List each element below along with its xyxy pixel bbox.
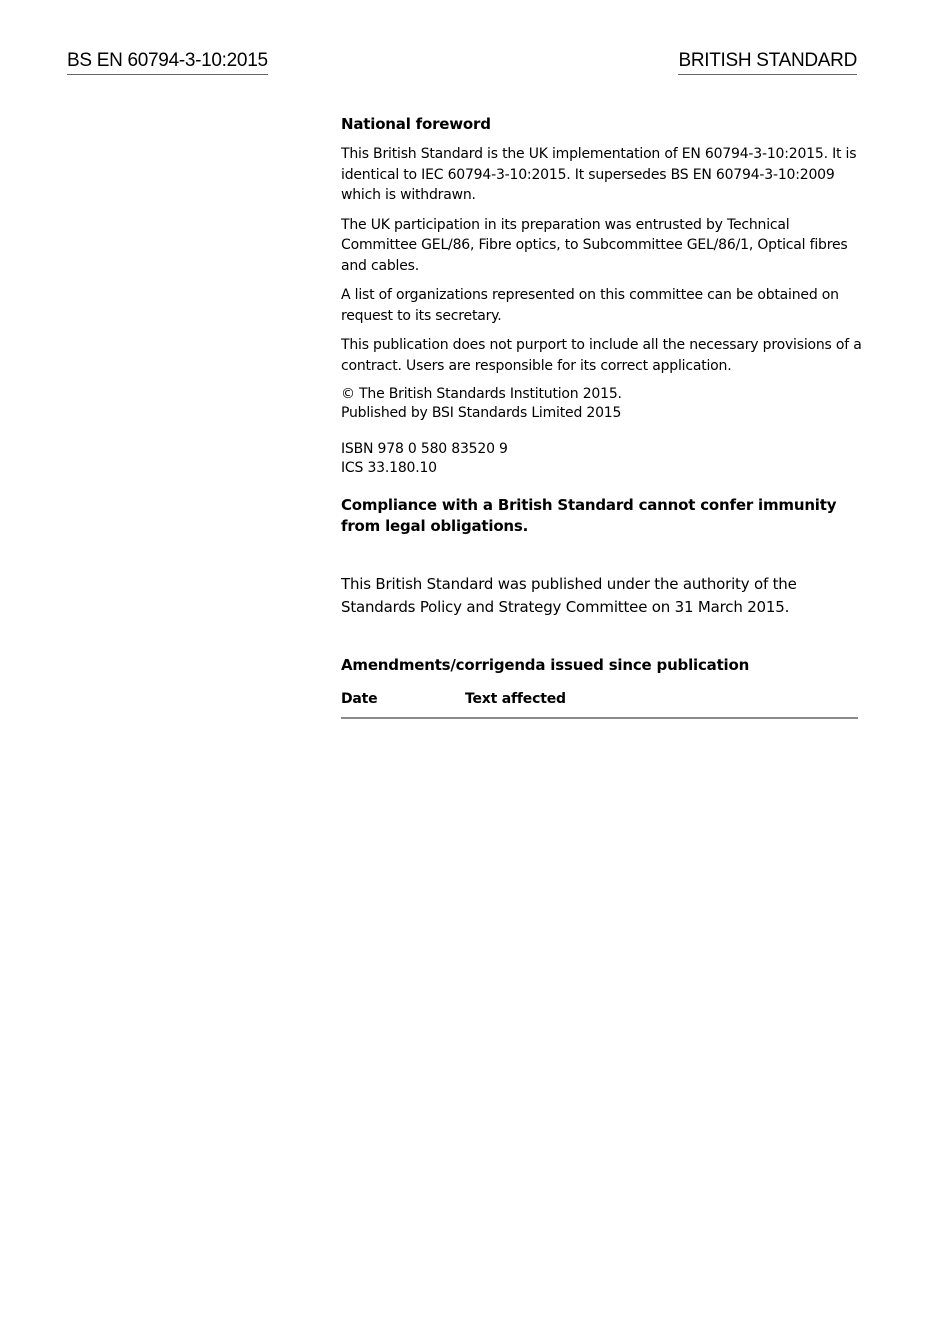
codes-block <box>341 440 869 478</box>
amendments-table-header <box>341 689 858 719</box>
published-by: Published by BSI Standards Limited 2015 <box>341 405 622 421</box>
foreword-content <box>341 113 869 719</box>
amendments-title: Amendments/corrigenda issued since publication <box>341 656 750 674</box>
foreword-paragraph: A list of organizations represented on this committee can be obtained on request to its secretary. <box>341 287 839 324</box>
foreword-paragraph: The UK participation in its preparation was entrusted by Technical Committee GEL/86, Fibre optics, to Subcommittee GEL/86/1, Optical fibres and cables. <box>341 216 848 274</box>
foreword-paragraph: This British Standard is the UK implementation of EN 60794-3-10:2015. It is identical to IEC 60794-3-10:2015. It supersedes BS EN 60794-3-10:2009 which is withdrawn. <box>341 146 857 203</box>
copyright-line: © The British Standards Institution 2015. <box>341 386 622 402</box>
column-header-date: Date <box>341 691 378 707</box>
document-number: BS EN 60794-3-10:2015 <box>67 50 268 75</box>
isbn: ISBN 978 0 580 83520 9 <box>341 441 508 457</box>
compliance-notice: Compliance with a British Standard cannot confer immunity from legal obligations. <box>341 496 837 535</box>
section-title-national-foreword: National foreword <box>341 115 491 133</box>
authority-statement: This British Standard was published under the authority of the Standards Policy and Strategy Committee on 31 March 2015. <box>341 575 797 616</box>
document-type: BRITISH STANDARD <box>678 50 857 75</box>
copyright-block <box>341 385 869 423</box>
foreword-paragraph: This publication does not purport to include all the necessary provisions of a contract. Users are responsible for its correct application. <box>341 337 862 374</box>
ics: ICS 33.180.10 <box>341 460 437 476</box>
column-header-text-affected: Text affected <box>465 691 566 707</box>
